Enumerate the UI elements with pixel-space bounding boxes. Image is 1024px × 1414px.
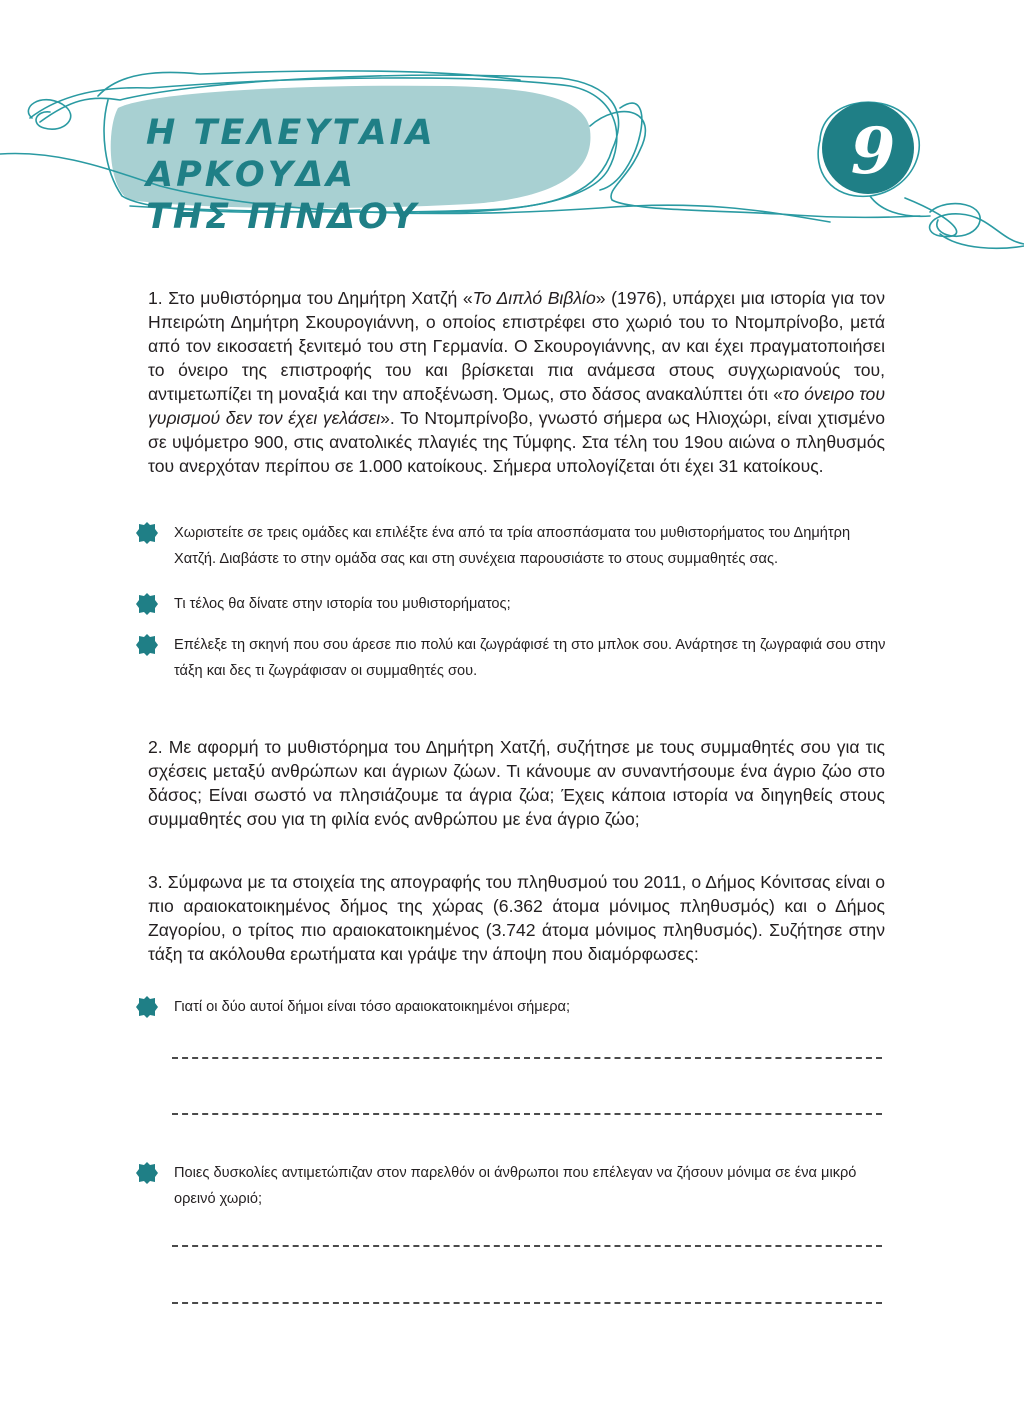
list-item [136, 632, 888, 684]
chapter-number: 9 [850, 114, 896, 189]
bullet-icon [136, 996, 158, 1018]
question-2-text: Ποιες δυσκολίες αντιμετώπιζαν στον παρελθόν οι άνθρωποι που επέλεγαν να ζήσουν μόνιμα σε ένα μικρό ορεινό χωριό; [174, 1165, 857, 1207]
bullet-icon [136, 1162, 158, 1184]
answer-line[interactable] [172, 1057, 882, 1059]
section2-paragraph: 2. Με αφορμή το μυθιστόρημα του Δημήτρη Χατζή, συζήτησε με τους συμμαθητές σου για τις σχέσεις μεταξύ ανθρώπων και άγριων ζώων. Τι κάνουμε αν συναντήσουμε ένα άγριο ζώο στο δάσος; Είναι σωστό να πλησιάζουμε τα άγρια ζώα; Έχεις κάποια ιστορία να διηγηθείς στους συμμαθητές σου για τη φιλία ενός ανθρώπου με ένα άγριο ζώο; [148, 737, 885, 829]
question-1-text: Γιατί οι δύο αυτοί δήμοι είναι τόσο αραιοκατοικημένοι σήμερα; [174, 999, 571, 1015]
section1-text-a: 1. Στο μυθιστόρημα του Δημήτρη Χατζή « [148, 288, 473, 308]
activity-2-text: Τι τέλος θα δίνατε στην ιστορία του μυθιστορήματος; [174, 596, 511, 612]
answer-line[interactable] [172, 1113, 882, 1115]
list-item [136, 520, 888, 572]
book-quote: το όνειρο του γυρισμού δεν τον έχει γελάσει [148, 384, 886, 428]
section1-paragraph [148, 286, 885, 478]
section1-text-c: ». Το Ντομπρίνοβο, γνωστό σήμερα ως Ηλιοχώρι, είναι χτισμένο σε υψόμετρο 900, στις ανατολικές πλαγιές της Τύμφης. Στα τέλη του 19ου αιώνα ο πληθυσμός του ανερχόταν περίπου σε 1.000 κατοίκους. Σήμερα υπολογίζεται ότι έχει 31 κατοίκους. [148, 408, 885, 476]
list-item [136, 1160, 888, 1212]
answer-line[interactable] [172, 1245, 882, 1247]
page-title [146, 112, 606, 238]
answer-line[interactable] [172, 1302, 882, 1304]
activity-1-text: Χωριστείτε σε τρεις ομάδες και επιλέξτε ένα από τα τρία αποσπάσματα του μυθιστορήματος του Δημήτρη Χατζή. Διαβάστε το στην ομάδα σας και στη συνέχεια παρουσιάστε το στους συμμαθητές σας. [174, 525, 851, 567]
book-title: Το Διπλό Βιβλίο [472, 288, 596, 308]
page-title-line-2: ΤΗΣ ΠΙΝΔΟΥ [146, 197, 420, 237]
bullet-icon [136, 634, 158, 656]
list-item [136, 994, 888, 1020]
bullet-icon [136, 522, 158, 544]
activity-3-text: Επέλεξε τη σκηνή που σου άρεσε πιο πολύ και ζωγράφισέ τη στο μπλοκ σου. Ανάρτησε τη ζωγραφιά σου στην τάξη και δες τι ζωγράφισαν οι συμμαθητές σου. [174, 637, 886, 679]
list-item [136, 591, 888, 617]
section1-text-b: » (1976), υπάρχει μια ιστορία για τον Ηπειρώτη Δημήτρη Σκουρογιάννη, ο οποίος επιστρέφει στο χωριό του το Ντομπρίνοβο, μετά από τον εικοσαετή ξενιτεμό του στη Γερμανία. Ο Σκουρογιάννης, αν και έχει πραγματοποιήσει το όνειρο της επιστροφής του και βρίσκεται πια ανάμεσα στους συγχωριανούς του, αντιμετωπίζει τη μοναξιά και την αποξένωση. Όμως, στο δάσος ανακαλύπτει ότι « [148, 288, 885, 404]
section3-paragraph: 3. Σύμφωνα με τα στοιχεία της απογραφής του πληθυσμού του 2011, ο Δήμος Κόνιτσας είναι ο πιο αραιοκατοικημένος δήμος της χώρας (6.362 άτομα μόνιμος πληθυσμός) και ο Δήμος Ζαγορίου, ο τρίτος πιο αραιοκατοικημένος (3.742 άτομα μόνιμος πληθυσμός). Συζήτησε στην τάξη τα ακόλουθα ερωτήματα και γράψε την άποψη που διαμόρφωσες: [148, 872, 885, 964]
page-title-line-1: Η ΤΕΛΕΥΤΑΙΑ ΑΡΚΟΥΔΑ [146, 113, 436, 195]
bullet-icon [136, 593, 158, 615]
